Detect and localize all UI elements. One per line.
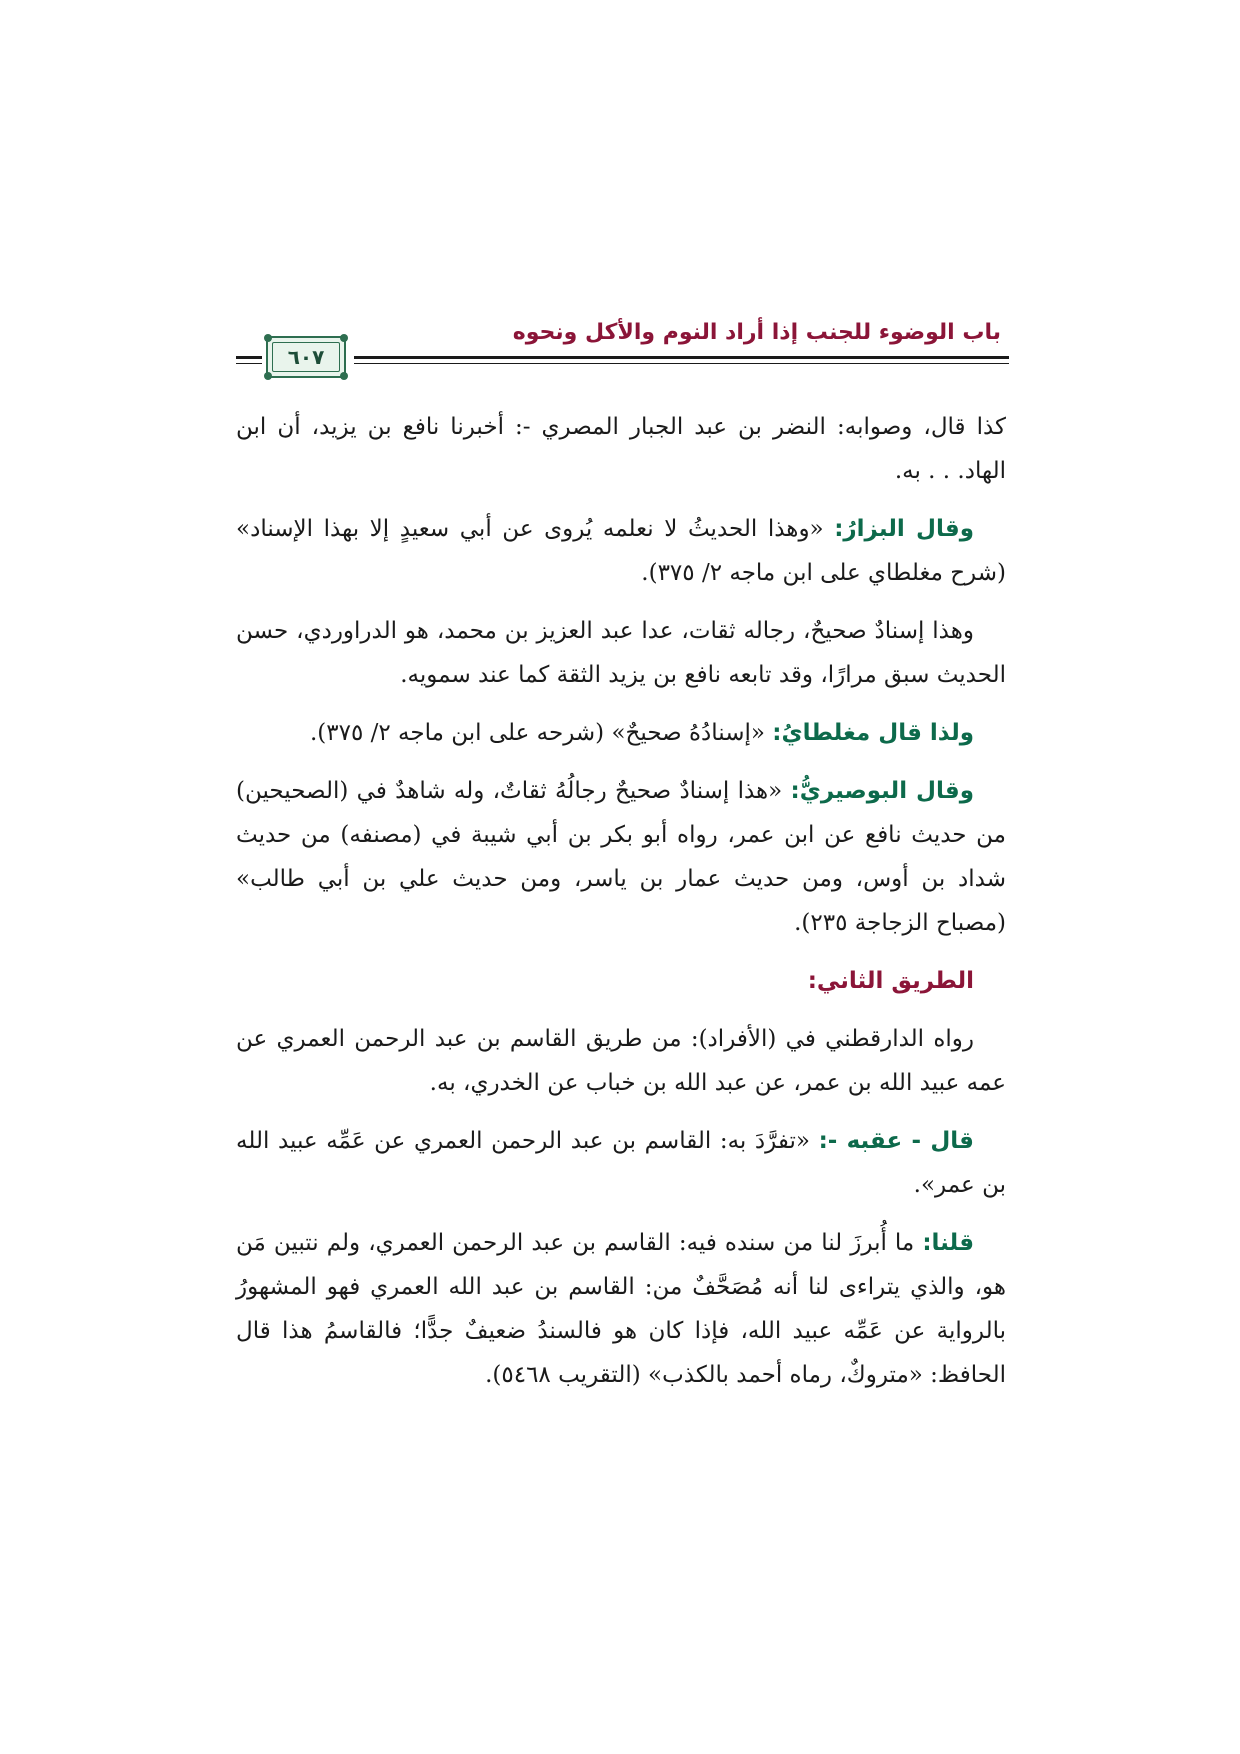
paragraph: ولذا قال مغلطايُ: «إسنادُهُ صحيحٌ» (شرحه على ابن ماجه ٢/ ٣٧٥). [309,720,974,746]
section-heading: الطريق الثاني: [807,968,974,994]
paragraph: رواه الدارقطني في (الأفراد): من طريق القاسم بن عبد الرحمن العمري عن عمه عبيد الله بن عمر، عن عبد الله بن خباب عن الخدري، به. [236,1026,1006,1096]
ornament-icon [340,372,348,380]
page-body [236,405,1006,1411]
paragraph: وهذا إسنادٌ صحيحٌ، رجاله ثقات، عدا عبد العزيز بن محمد، هو الدراوردي، حسن الحديث سبق مرارًا، وقد تابعه نافع بن يزيد الثقة كما عند سمويه. [236,618,1006,688]
header-rule-top [354,356,1009,359]
header-rule-left-bottom [236,363,262,364]
page-number: ٦٠٧ [287,345,325,369]
page-number-frame [266,336,346,378]
paragraph: كذا قال، وصوابه: النضر بن عبد الجبار المصري -: أخبرنا نافع بن يزيد، أن ابن الهاد. . . به. [236,414,1006,484]
header-rule-left-top [236,356,262,359]
ornament-icon [340,334,348,342]
page-header [236,316,1009,386]
speaker-label: قال - عقبه -: [818,1128,974,1154]
paragraph: قال - عقبه -: «تفرَّدَ به: القاسم بن عبد الرحمن العمري عن عَمِّه عبيد الله بن عمر». [236,1128,1006,1198]
paragraph: وقال البزارُ: «وهذا الحديثُ لا نعلمه يُروى عن أبي سعيدٍ إلا بهذا الإسناد» (شرح مغلطاي على ابن ماجه ٢/ ٣٧٥). [236,516,1006,586]
speaker-label: وقال البزارُ: [834,516,974,542]
ornament-icon [264,334,272,342]
header-rule-bottom [354,363,1009,364]
paragraph: قلنا: ما أُبرزَ لنا من سنده فيه: القاسم بن عبد الرحمن العمري، ولم نتبين مَن هو، والذي يتراءى لنا أنه مُصَحَّفٌ من: القاسم بن عبد الله العمري فهو المشهورُ بالرواية عن عَمِّه عبيد الله، فإذا كان هو فالسندُ ضعيفٌ جدًّا؛ فالقاسمُ هذا قال الحافظ: «متروكٌ، رماه أحمد بالكذب» (التقريب ٥٤٦٨). [236,1230,1006,1388]
running-title: باب الوضوء للجنب إذا أراد النوم والأكل ونحوه [512,320,1001,345]
speaker-label: وقال البوصيريُّ: [790,778,975,804]
speaker-label: قلنا: [922,1230,974,1256]
ornament-icon [264,372,272,380]
paragraph: وقال البوصيريُّ: «هذا إسنادٌ صحيحٌ رجالُهُ ثقاتٌ، وله شاهدٌ في (الصحيحين) من حديث نافع عن ابن عمر، رواه أبو بكر بن أبي شيبة في (مصنفه) من حديث شداد بن أوس، ومن حديث عمار بن ياسر، ومن حديث علي بن أبي طالب» (مصباح الزجاجة ٢٣٥). [236,778,1006,936]
speaker-label: ولذا قال مغلطايُ: [772,720,974,746]
